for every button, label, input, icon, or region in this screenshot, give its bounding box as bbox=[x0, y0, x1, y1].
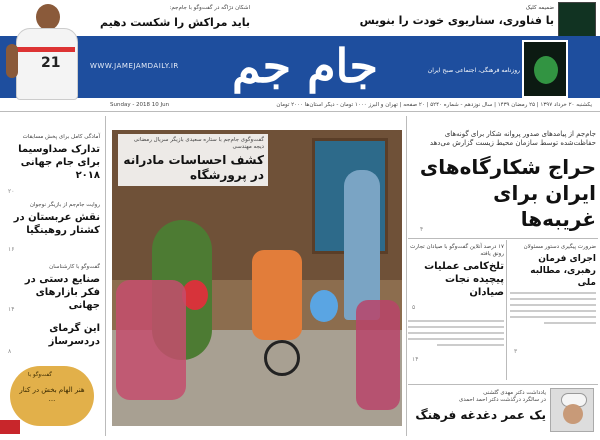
page-ref: ۳ bbox=[514, 348, 518, 355]
right-column bbox=[510, 244, 596, 384]
right-story[interactable] bbox=[510, 244, 596, 289]
divider bbox=[408, 238, 598, 239]
interview-badge bbox=[10, 366, 94, 426]
divider bbox=[0, 111, 600, 112]
teaser-headline: باید مراکش را شکست دهیم bbox=[100, 16, 250, 29]
sidebar-item[interactable] bbox=[4, 322, 100, 348]
dateline-en: Sunday - 2018 10 Jun bbox=[110, 102, 170, 108]
middle-column bbox=[408, 244, 504, 384]
badge-top: گفت‌وگو با bbox=[28, 372, 52, 378]
photo-children-right bbox=[356, 300, 400, 410]
red-tab bbox=[0, 420, 20, 434]
author-portrait bbox=[550, 388, 594, 432]
story-sub: در سالگرد درگذشت دکتر احمد احمدی bbox=[458, 397, 546, 403]
photo-balloon-blue bbox=[310, 290, 338, 322]
teaser-kicker: ضمیمه کلیک bbox=[525, 5, 554, 11]
masthead-url: WWW.JAMEJAMDAILY.IR bbox=[90, 62, 179, 70]
caption-headline: کشف احساسات مادرانه در پرورشگاه bbox=[123, 153, 264, 182]
badge-text: هنر الهام بخش در کنار ... bbox=[19, 386, 85, 403]
page-ref: ۴ bbox=[420, 226, 424, 233]
dateline: یکشنبه ۲۰ خرداد ۱۳۹۷ | ۲۵ رمضان ۱۴۳۹ | سال نوزدهم - شماره ۵۲۴۰ | ۲۰ صفحه | تهران و البرز ۱۰۰۰ تومان - دیگر استان‌ها ۲۰۰۰ تومان bbox=[276, 102, 592, 108]
story-body-lines bbox=[408, 316, 504, 350]
sidebar-headline: تدارک صداوسیما برای جام جهانی ۲۰۱۸ bbox=[18, 144, 100, 181]
top-teaser-right bbox=[330, 2, 598, 36]
sidebar-headline: این گرمای دردسرساز bbox=[48, 323, 100, 347]
photo-children-left bbox=[116, 280, 186, 400]
masthead-logo: جام جم bbox=[232, 39, 378, 93]
page-ref: ۵ bbox=[412, 304, 416, 311]
photo-child-bike bbox=[252, 250, 302, 340]
caption-kicker: گفت‌وگوی جام‌جم با ستاره سعیدی بازیگر سریال رمضانی دیجه مهندسی bbox=[133, 137, 264, 150]
sidebar-item[interactable] bbox=[4, 202, 100, 237]
top-teaser-left bbox=[70, 2, 250, 36]
story-headline: تلخ‌کامی عملیات پیچیده نجات صیادان bbox=[424, 261, 504, 298]
portrait-face bbox=[563, 404, 583, 424]
supplement-cover bbox=[522, 40, 568, 98]
shirt-stripe bbox=[17, 47, 75, 52]
sidebar-kicker: آمادگی کامل برای پخش مسابقات bbox=[22, 134, 100, 140]
clicking-supplement-thumb bbox=[558, 2, 596, 38]
column-rule bbox=[406, 116, 407, 436]
page-ref: ۱۴ bbox=[412, 356, 419, 363]
story-headline: یک عمر دغدغه فرهنگ bbox=[415, 408, 546, 422]
story-kicker: یادداشت دکتر مهدی گلشنی bbox=[483, 390, 546, 396]
story-headline: اجرای فرمان رهبری، مطالبه ملی bbox=[530, 254, 596, 288]
cover-face bbox=[534, 56, 558, 84]
lead-story[interactable] bbox=[414, 130, 596, 232]
page-ref: ۱۴ bbox=[8, 306, 15, 313]
page-ref: ۸ bbox=[8, 348, 12, 355]
page-ref: ۲۰ bbox=[8, 188, 15, 195]
teaser-headline: با فناوری، سناریوی خودت را بنویس bbox=[359, 14, 554, 27]
lead-headline: حراج شکارگاه‌های ایران برای غریبه‌ها bbox=[419, 155, 596, 231]
sidebar-kicker: روایت جام‌جم از بازیگر نوجوان bbox=[29, 202, 100, 208]
photo-caption bbox=[118, 134, 268, 186]
sidebar-headline: صنایع دستی در فکر بازارهای جهانی bbox=[24, 274, 100, 311]
player-shirt bbox=[16, 28, 78, 100]
sidebar-headline: نقش عربستان در کشتار روهینگیا bbox=[13, 212, 100, 236]
photo-bike-wheel bbox=[264, 340, 300, 376]
bottom-right-story[interactable] bbox=[414, 390, 546, 423]
story-kicker: ضرورت پیگیری دستور مسئولان bbox=[523, 244, 596, 250]
sidebar-item[interactable] bbox=[4, 134, 100, 182]
page-ref: ۱۶ bbox=[8, 246, 15, 253]
shirt-number: 21 bbox=[41, 55, 61, 71]
middle-story[interactable] bbox=[408, 244, 504, 299]
story-body-lines bbox=[510, 288, 596, 328]
divider bbox=[408, 384, 598, 385]
sidebar-item[interactable] bbox=[4, 264, 100, 312]
player-arm bbox=[6, 44, 18, 78]
story-kicker: ۱۷ درصد آنلاین گفت‌وگو با صیادان تجارت رونق یافته bbox=[410, 244, 504, 257]
footballer-photo bbox=[10, 4, 80, 114]
photo-adult bbox=[344, 170, 380, 320]
lead-kicker: جام‌جم از پیامدهای صدور پروانه شکار برای گونه‌های حفاظت‌شده توسط سازمان محیط زیست گزارش می‌دهد bbox=[429, 130, 596, 147]
sidebar-kicker: گفت‌وگو با کارشناسان bbox=[49, 264, 100, 270]
masthead-tagline: روزنامه فرهنگی، اجتماعی صبح ایران bbox=[427, 67, 520, 74]
column-rule bbox=[506, 240, 507, 380]
column-rule bbox=[105, 116, 106, 436]
player-head bbox=[36, 4, 60, 30]
teaser-kicker: اشکان دژاگه در گفت‌وگو با جام‌جم: bbox=[169, 5, 250, 11]
